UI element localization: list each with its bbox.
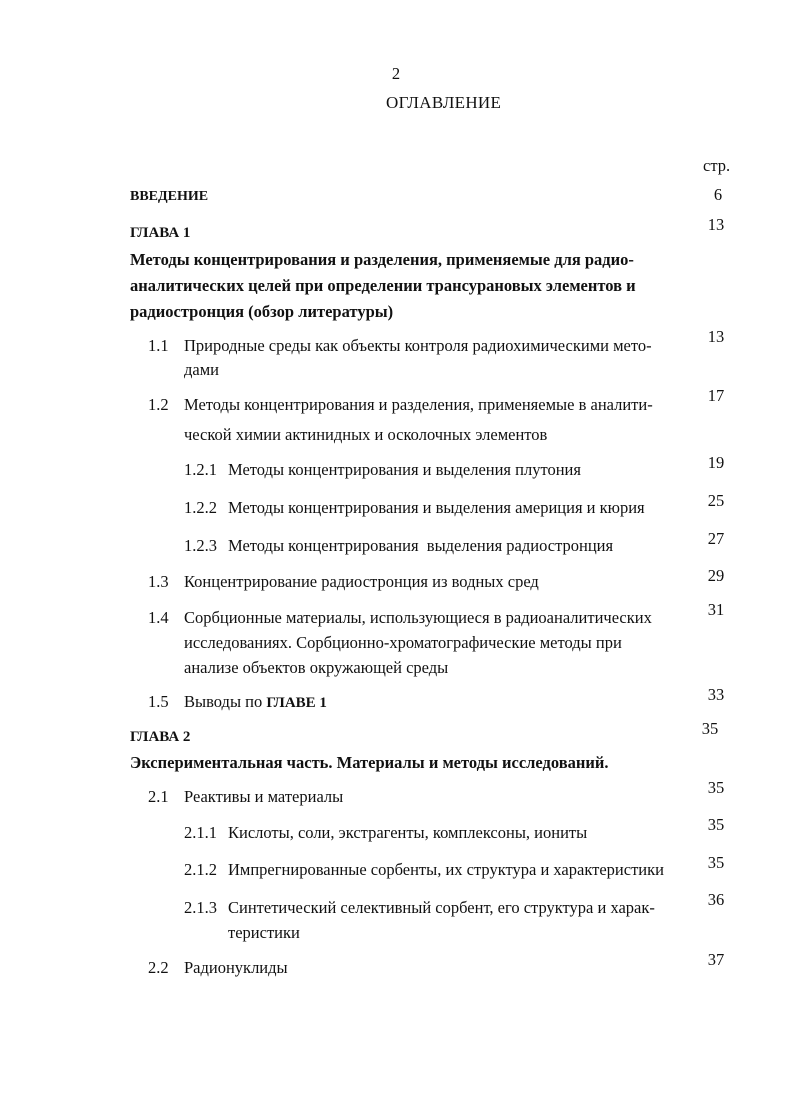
section-number: 2.1.2 <box>184 860 217 879</box>
toc-page-1-5: 33 <box>707 685 725 704</box>
toc-entry-1-2-cont: ческой химии актинидных и осколочных элементов <box>184 425 548 444</box>
toc-entry-2-1[interactable]: Реактивы и материалы <box>184 787 344 806</box>
toc-entry-1-5-emph: ГЛАВЕ 1 <box>266 695 327 711</box>
toc-page-1-2: 17 <box>707 386 725 405</box>
section-number: 2.1.1 <box>184 823 217 842</box>
section-number: 1.3 <box>148 572 169 591</box>
chapter-1-title-line: Методы концентрирования и разделения, применяемые для радио- <box>130 250 634 269</box>
toc-entry-1-2-3[interactable]: Методы концентрирования выделения радиостронция <box>228 536 614 555</box>
section-number: 1.5 <box>148 692 169 711</box>
toc-entry-1-5-prefix: Выводы по <box>184 692 267 711</box>
chapter-2-label[interactable]: ГЛАВА 2 <box>130 729 191 745</box>
toc-page-chapter-2: 35 <box>701 719 719 738</box>
toc-entry-2-1-1[interactable]: Кислоты, соли, экстрагенты, комплексоны, иониты <box>228 823 588 842</box>
toc-entry-1-4-cont: исследованиях. Сорбционно-хроматографические методы при <box>184 633 622 652</box>
section-number: 1.2.3 <box>184 536 217 555</box>
toc-page-2-1-3: 36 <box>707 890 725 909</box>
toc-entry-1-1-cont: дами <box>184 360 219 379</box>
toc-page-chapter-1: 13 <box>707 215 725 234</box>
chapter-1-title-line: аналитических целей при определении трансурановых элементов и <box>130 276 636 295</box>
toc-page-introduction: 6 <box>713 185 723 204</box>
chapter-1-title-line: радиостронция (обзор литературы) <box>130 302 394 321</box>
chapter-2-title: Экспериментальная часть. Материалы и методы исследований. <box>130 753 609 772</box>
toc-page-1-1: 13 <box>707 327 725 346</box>
section-number: 2.1 <box>148 787 169 806</box>
toc-entry-1-4[interactable]: Сорбционные материалы, использующиеся в радиоаналитических <box>184 608 652 627</box>
toc-entry-1-2-2[interactable]: Методы концентрирования и выделения америция и кюрия <box>228 498 645 517</box>
section-number: 1.2.2 <box>184 498 217 517</box>
toc-page-2-1-2: 35 <box>707 853 725 872</box>
toc-page-2-2: 37 <box>707 950 725 969</box>
toc-entry-2-1-3[interactable]: Синтетический селективный сорбент, его структура и харак- <box>228 898 655 917</box>
toc-entry-2-1-2[interactable]: Импрегнированные сорбенты, их структура и характеристики <box>228 860 664 879</box>
section-number: 2.2 <box>148 958 169 977</box>
toc-entry-1-1[interactable]: Природные среды как объекты контроля радиохимическими мето- <box>184 336 652 355</box>
page-title: ОГЛАВЛЕНИЕ <box>386 93 502 112</box>
section-number: 1.4 <box>148 608 169 627</box>
page-number: 2 <box>391 64 401 83</box>
toc-page-1-2-2: 25 <box>707 491 725 510</box>
toc-entry-introduction[interactable]: ВВЕДЕНИЕ <box>130 189 209 204</box>
toc-entry-1-2[interactable]: Методы концентрирования и разделения, применяемые в аналити- <box>184 395 653 414</box>
toc-page-2-1-1: 35 <box>707 815 725 834</box>
toc-entry-1-5[interactable] <box>184 690 327 715</box>
toc-page-1-2-1: 19 <box>707 453 725 472</box>
toc-entry-1-4-cont: анализе объектов окружающей среды <box>184 658 449 677</box>
toc-entry-1-2-1[interactable]: Методы концентрирования и выделения плутония <box>228 460 581 479</box>
toc-page-1-2-3: 27 <box>707 529 725 548</box>
toc-entry-2-2[interactable]: Радионуклиды <box>184 958 288 977</box>
section-number: 1.2 <box>148 395 169 414</box>
chapter-1-label[interactable]: ГЛАВА 1 <box>130 225 191 241</box>
section-number: 2.1.3 <box>184 898 217 917</box>
toc-page-1-4: 31 <box>707 600 725 619</box>
toc-entry-1-3[interactable]: Концентрирование радиостронция из водных сред <box>184 572 539 591</box>
toc-entry-2-1-3-cont: теристики <box>228 923 300 942</box>
toc-page-1-3: 29 <box>707 566 725 585</box>
toc-page-2-1: 35 <box>707 778 725 797</box>
section-number: 1.2.1 <box>184 460 217 479</box>
section-number: 1.1 <box>148 336 169 355</box>
page-column-header: стр. <box>703 156 731 175</box>
